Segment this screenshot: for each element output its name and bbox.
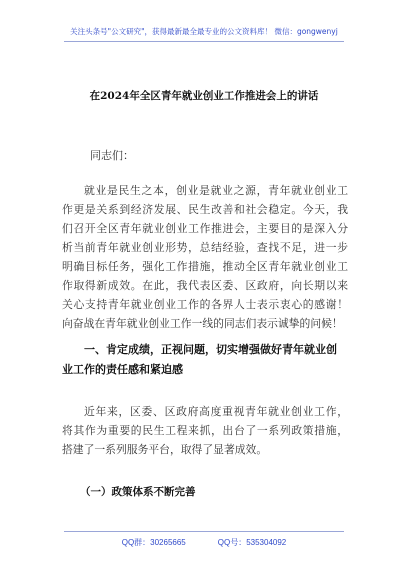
paragraph-1-line: 们召开全区青年就业创业工作推进会，主要目的是深入分 [62, 222, 348, 235]
paragraph-2-line: 近年来，区委、区政府高度重视青年就业创业工作， [84, 405, 348, 418]
sub-heading-1: （一）政策体系不断完善 [80, 486, 196, 498]
paragraph-1-line: 作取得新成效。在此，我代表区委、区政府，向长期以来 [62, 279, 348, 292]
header-banner: 关注头条号"公文研究"，获得最新最全最专业的公文资料库！ 微信：gongwenyj [70, 27, 338, 36]
document-title: 在2024年全区青年就业创业工作推进会上的讲话 [89, 90, 319, 102]
paragraph-1-line: 明确目标任务，强化工作措施，推动全区青年就业创业工 [62, 260, 348, 273]
paragraph-1-line: 关心支持青年就业创业工作的各界人士表示衷心的感谢！ [62, 298, 348, 311]
paragraph-1 [62, 181, 348, 333]
paragraph-2-line: 将其作为重要的民生工程来抓，出台了一系列政策措施， [62, 424, 348, 437]
section-heading-1-line: 一、肯定成绩，正视问题，切实增强做好青年就业创 [84, 343, 337, 356]
paragraph-2 [62, 402, 348, 459]
paragraph-1-line: 向奋战在青年就业创业工作一线的同志们表示诚挚的问候！ [62, 317, 343, 330]
footer-qq-number: QQ号：535304092 [217, 538, 287, 547]
paragraph-1-line: 就业是民生之本，创业是就业之源，青年就业创业工 [84, 184, 348, 197]
section-heading-1-line: 业工作的责任感和紧迫感 [62, 363, 183, 376]
footer-qq-group: QQ群：30265665 [121, 538, 186, 547]
footer [0, 537, 408, 548]
section-heading-1 [62, 340, 352, 380]
footer-divider [64, 531, 344, 532]
paragraph-1-line: 作更是关系到经济发展、民生改善和社会稳定。今天，我 [62, 203, 348, 216]
paragraph-1-line: 析当前青年就业创业形势，总结经验，查找不足，进一步 [62, 241, 348, 254]
paragraph-2-line: 搭建了一系列服务平台，取得了显著成效。 [62, 443, 268, 456]
salutation: 同志们： [90, 149, 134, 162]
header-divider [64, 41, 344, 42]
